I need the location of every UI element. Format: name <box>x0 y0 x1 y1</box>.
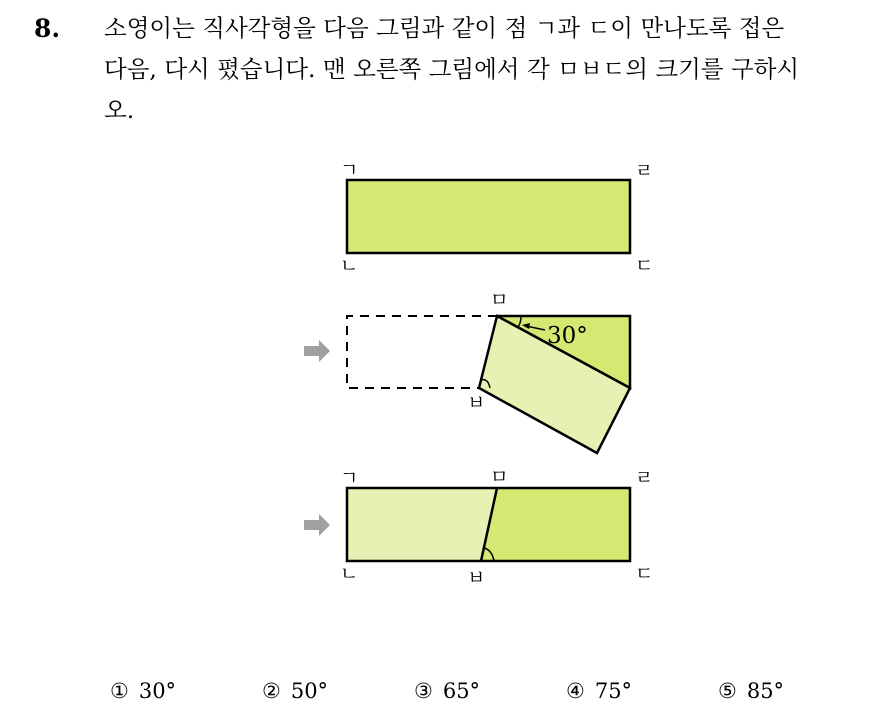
arrow-icon <box>304 514 330 536</box>
question-text-line-1: 소영이는 직사각형을 다음 그림과 같이 점 ㄱ과 ㄷ이 만나도록 접은 <box>104 14 785 42</box>
label-bottom-right: ㄷ <box>635 255 654 277</box>
choice-mark: ① <box>110 679 129 703</box>
label-m: ㅁ <box>490 466 509 488</box>
label-b: ㅂ <box>467 392 486 414</box>
answer-choices <box>0 679 884 709</box>
label-top-left: ㄱ <box>340 159 359 181</box>
choice-value: 65° <box>442 679 481 703</box>
label-bottom-left: ㄴ <box>340 255 359 277</box>
figure-step-2 <box>304 289 630 453</box>
label-bottom-left: ㄴ <box>340 563 359 585</box>
choice-mark: ② <box>262 679 281 703</box>
label-m: ㅁ <box>490 289 509 311</box>
label-b: ㅂ <box>467 567 486 589</box>
left-part <box>347 488 497 561</box>
choice-value: 30° <box>138 679 177 703</box>
figure-step-3 <box>304 466 653 589</box>
choice-value: 50° <box>290 679 329 703</box>
label-top-right: ㄹ <box>635 160 654 182</box>
label-top-right: ㄹ <box>635 467 654 489</box>
angle-label: 30° <box>547 323 588 349</box>
choice-3[interactable] <box>414 679 480 703</box>
choice-value: 85° <box>746 679 785 703</box>
rectangle-original <box>347 180 630 253</box>
label-top-left: ㄱ <box>340 467 359 489</box>
arrow-icon <box>304 340 330 362</box>
dashed-outline <box>347 316 497 388</box>
choice-mark: ③ <box>414 679 433 703</box>
choice-4[interactable] <box>566 679 632 703</box>
choice-5[interactable] <box>718 679 784 703</box>
figure-step-1 <box>340 159 653 277</box>
choice-value: 75° <box>594 679 633 703</box>
choice-1[interactable] <box>110 679 176 703</box>
choice-2[interactable] <box>262 679 328 703</box>
choice-mark: ⑤ <box>718 679 737 703</box>
choice-mark: ④ <box>566 679 585 703</box>
question-number: 8. <box>34 14 61 43</box>
question-text-line-3: 오. <box>104 96 135 124</box>
right-part <box>481 488 630 561</box>
question-text-line-2: 다음, 다시 폈습니다. 맨 오른쪽 그림에서 각 ㅁㅂㄷ의 크기를 구하시 <box>104 55 800 83</box>
label-bottom-right: ㄷ <box>635 563 654 585</box>
